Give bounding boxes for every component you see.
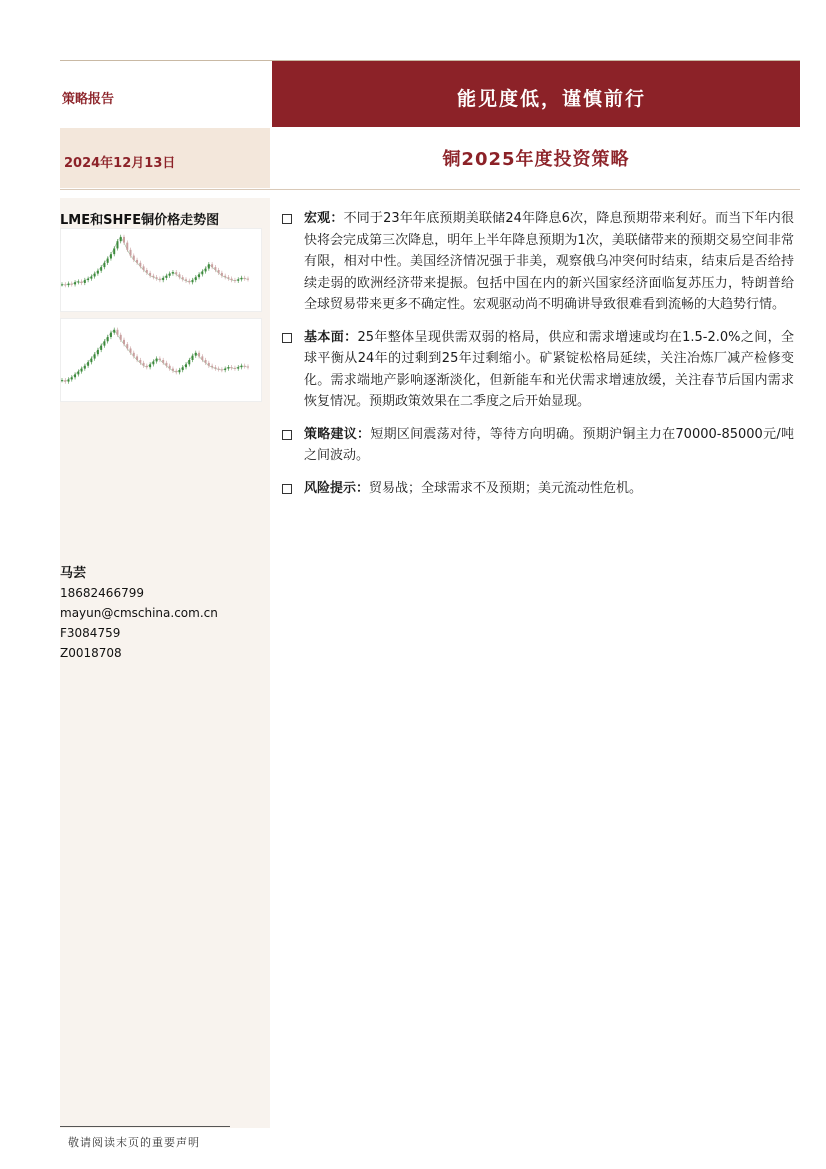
candle-body <box>201 271 203 274</box>
candle-body <box>81 282 83 283</box>
candle-body <box>192 356 194 360</box>
candle-body <box>162 278 164 280</box>
candle-body <box>77 282 79 283</box>
header-rule <box>60 189 800 190</box>
candle-body <box>224 369 226 370</box>
footer-rule <box>60 1126 230 1127</box>
candle-body <box>113 248 115 254</box>
candle-body <box>159 279 161 280</box>
candle-body <box>178 370 180 372</box>
lme-chart <box>60 228 262 312</box>
chart-frame <box>61 229 262 312</box>
candle-body <box>143 266 145 270</box>
report-date: 2024年12月13日 <box>64 156 176 171</box>
candle-body <box>77 372 79 375</box>
bullet-label: 基本面： <box>304 329 358 345</box>
candle-body <box>90 276 92 278</box>
candle-body <box>218 369 220 370</box>
candle-body <box>247 279 249 280</box>
candle-body <box>198 353 200 357</box>
analyst-phone: 18682466799 <box>60 586 144 600</box>
candle-body <box>244 278 246 279</box>
candle-body <box>110 333 112 337</box>
candle-body <box>244 366 246 367</box>
candle-body <box>231 279 233 280</box>
candle-body <box>81 369 83 372</box>
bullet-label: 策略建议： <box>304 426 371 442</box>
candle-body <box>149 273 151 276</box>
candle-body <box>172 369 174 371</box>
candle-body <box>146 270 148 273</box>
candle-body <box>240 278 242 279</box>
candle-body <box>143 363 145 366</box>
candle-body <box>116 330 118 335</box>
candle-body <box>64 284 66 285</box>
candle-body <box>208 264 210 268</box>
candle-body <box>97 350 99 354</box>
candle-body <box>205 360 207 363</box>
candle-body <box>169 366 171 369</box>
candle-body <box>136 260 138 263</box>
candle-body <box>195 277 197 280</box>
candle-body <box>74 374 76 377</box>
candle-body <box>211 366 213 367</box>
candle-body <box>227 367 229 368</box>
analyst-name: 马芸 <box>60 566 87 581</box>
candle-body <box>84 366 86 369</box>
candle-body <box>61 380 63 381</box>
candle-body <box>240 366 242 367</box>
candle-body <box>113 330 115 333</box>
candle-body <box>234 280 236 281</box>
lme-chart-svg <box>60 228 262 312</box>
checkbox-icon <box>282 430 292 440</box>
candle-body <box>211 264 213 267</box>
analyst-id-1: F3084759 <box>60 626 121 640</box>
candle-body <box>234 368 236 369</box>
candle-body <box>214 267 216 270</box>
candle-body <box>185 279 187 280</box>
candle-body <box>107 337 109 341</box>
bullet-label: 风险提示： <box>304 480 370 496</box>
analyst-email[interactable]: mayun@cmschina.com.cn <box>60 606 218 620</box>
bullet-text: 贸易战；全球需求不及预期；美元流动性危机。 <box>369 480 643 496</box>
candle-body <box>156 359 158 362</box>
report-subtitle: 铜2025年度投资策略 <box>442 149 630 170</box>
candle-body <box>221 273 223 276</box>
candle-body <box>133 353 135 357</box>
candle-body <box>192 280 194 282</box>
candle-body <box>237 367 239 368</box>
candle-body <box>182 277 184 279</box>
candle-body <box>103 263 105 267</box>
candle-body <box>231 367 233 368</box>
candle-body <box>100 267 102 271</box>
candle-body <box>162 360 164 363</box>
main-content <box>282 208 794 510</box>
candle-body <box>165 363 167 366</box>
candle-body <box>94 274 96 277</box>
candle-body <box>165 276 167 278</box>
candle-body <box>214 367 216 368</box>
report-type: 策略报告 <box>62 92 115 107</box>
candle-body <box>227 277 229 278</box>
candle-body <box>94 354 96 358</box>
checkbox-icon <box>282 484 292 494</box>
candle-body <box>130 348 132 352</box>
candle-body <box>146 366 148 367</box>
candle-body <box>172 272 174 273</box>
candle-body <box>195 353 197 356</box>
candle-body <box>68 379 70 381</box>
chart-title: LME和SHFE铜价格走势图 <box>60 213 220 228</box>
footer-note: 敬请阅读末页的重要声明 <box>68 1136 200 1149</box>
candle-body <box>205 269 207 272</box>
candle-body <box>139 360 141 363</box>
candle-body <box>87 362 89 366</box>
candle-body <box>178 274 180 277</box>
bullet-label: 宏观： <box>304 211 344 226</box>
candle-body <box>182 367 184 370</box>
candle-body <box>159 359 161 360</box>
bullet-text: 不同于23年年底预期美联储24年降息6次，降息预期带来利好。而当下年内很快将会完成第三次降息，明年上半年降息预期为1次，美联储带来的预期交易空间非常有限，相对中性。美国经济情况强于非美，观察俄乌冲突何时结束，结束后是否给持续走弱的欧洲经济带来提振。包括中国在内的新兴国家经济面临复苏压力，特朗普给全球贸易带来更多不确定性。宏观驱动尚不明确讲导致很难看到流畅的大趋势行情。 <box>304 211 794 312</box>
candle-body <box>152 276 154 277</box>
candle-body <box>175 371 177 372</box>
shfe-chart-svg <box>60 318 262 402</box>
candle-body <box>97 271 99 274</box>
candle-body <box>149 364 151 367</box>
candle-body <box>188 281 190 282</box>
bullet-risk <box>282 478 794 500</box>
candle-body <box>123 237 125 243</box>
bullet-fundamentals <box>282 327 794 413</box>
candle-body <box>126 243 128 250</box>
candle-body <box>221 369 223 370</box>
bullet-strategy <box>282 424 794 467</box>
candle-body <box>107 258 109 262</box>
candle-body <box>116 241 118 248</box>
candle-body <box>68 284 70 285</box>
candle-body <box>71 377 73 379</box>
candle-body <box>100 346 102 350</box>
candle-body <box>90 359 92 363</box>
candle-body <box>71 284 73 285</box>
candle-body <box>133 256 135 260</box>
checkbox-icon <box>282 333 292 343</box>
candle-body <box>120 335 122 340</box>
candle-body <box>64 380 66 381</box>
candle-body <box>156 277 158 278</box>
candle-body <box>247 366 249 367</box>
candle-body <box>87 279 89 280</box>
candle-body <box>139 263 141 267</box>
candle-body <box>103 341 105 345</box>
candle-body <box>152 361 154 364</box>
bullet-text: 25年整体呈现供需双弱的格局，供应和需求增速或均在1.5-2.0%之间，全球平衡从24年的过剩到25年过剩缩小。矿紧锭松格局延续，关注冶炼厂减产检修变化。需求端地产影响逐渐淡化，但新能车和光伏需求增速放缓，关注春节后国内需求恢复情况。预期政策效果在二季度之后开始显现。 <box>304 329 794 409</box>
candle-body <box>218 270 220 273</box>
candle-body <box>123 340 125 344</box>
headline: 能见度低，谨慎前行 <box>456 88 646 110</box>
checkbox-icon <box>282 214 292 224</box>
candle-body <box>175 272 177 274</box>
candle-body <box>136 356 138 360</box>
candle-body <box>61 284 63 285</box>
candle-body <box>110 254 112 258</box>
candle-body <box>198 274 200 277</box>
candle-body <box>74 282 76 284</box>
bullet-text: 短期区间震荡对待，等待方向明确。预期沪铜主力在70000-85000元/吨之间波动。 <box>304 426 794 463</box>
candle-body <box>188 360 190 364</box>
candle-body <box>84 280 86 283</box>
candle-body <box>126 344 128 348</box>
analyst-id-2: Z0018708 <box>60 646 122 660</box>
candle-body <box>120 237 122 241</box>
candle-body <box>130 250 132 256</box>
shfe-chart <box>60 318 262 402</box>
bullet-macro <box>282 208 794 316</box>
candle-body <box>237 279 239 280</box>
candle-body <box>185 364 187 367</box>
candle-body <box>201 356 203 360</box>
candle-body <box>169 274 171 276</box>
candle-body <box>208 363 210 366</box>
candle-body <box>224 276 226 277</box>
